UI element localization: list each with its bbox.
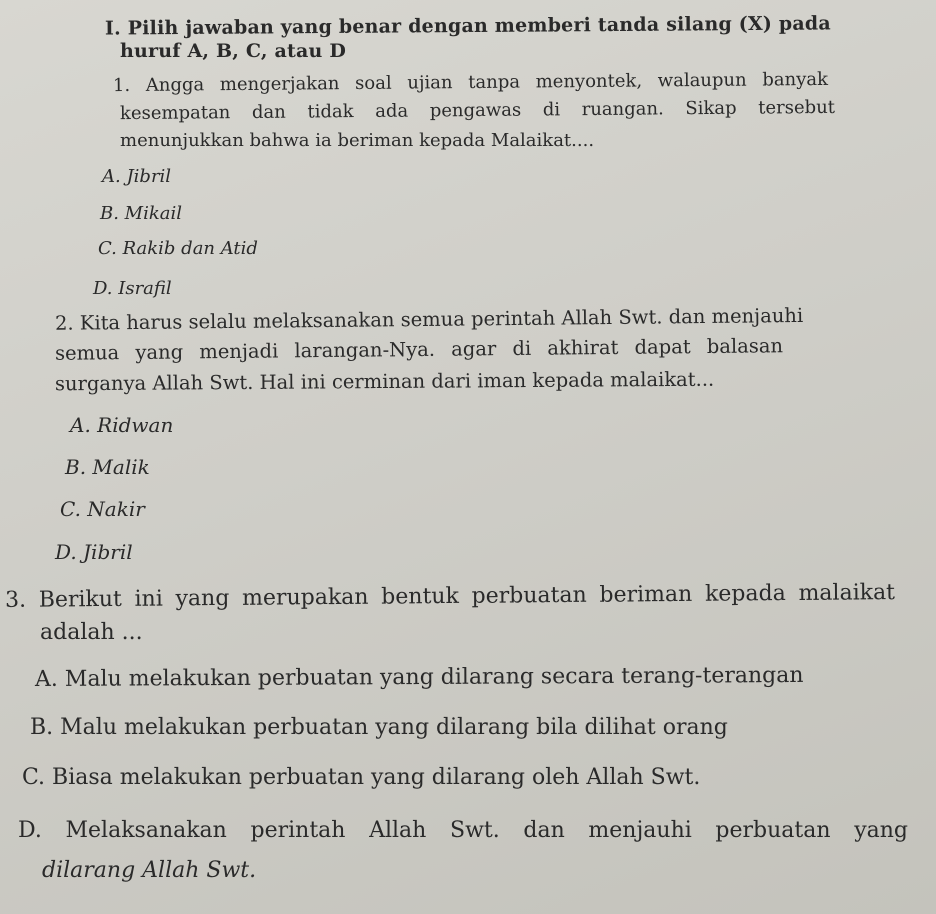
question-2-option-c: C. Nakir [60,497,145,521]
question-2-line-3: surganya Allah Swt. Hal ini cerminan dari iman kepada malaikat... [54,367,715,396]
question-3-option-b: B. Malu melakukan perbuatan yang dilarang bila dilihat orang [30,715,728,740]
question-3-option-a: A. Malu melakukan perbuatan yang dilarang secara terang-terangan [34,662,804,693]
instruction-line-2: huruf A, B, C, atau D [120,40,347,62]
question-3-option-d-continued: dilarang Allah Swt. [42,858,257,883]
question-1-option-c: C. Rakib dan Atid [98,238,258,259]
instruction-line-1: I. Pilih jawaban yang benar dengan memberi tanda silang (X) pada [104,12,831,40]
question-3-option-c: C. Biasa melakukan perbuatan yang dilarang oleh Allah Swt. [22,765,701,790]
question-2-line-2: semua yang menjadi larangan-Nya. agar di akhirat dapat balasan [54,334,784,365]
question-1-option-d: D. Israfil [93,278,172,299]
question-2-option-a: A. Ridwan [70,413,174,437]
question-2-option-b: B. Malik [65,455,150,479]
question-1-option-a: A. Jibril [102,166,172,187]
question-1-line-3: menunjukkan bahwa ia beriman kepada Malaikat.... [120,130,595,151]
question-1-option-b: B. Mikail [100,203,183,224]
question-1-line-2: kesempatan dan tidak ada pengawas di ruangan. Sikap tersebut [119,96,836,125]
question-2-option-d: D. Jibril [55,540,133,564]
question-3-option-d: D. Melaksanakan perintah Allah Swt. dan menjauhi perbuatan yang [18,818,908,843]
question-3-line-1: 3. Berikut ini yang merupakan bentuk perbuatan beriman kepada malaikat [4,580,896,613]
question-1-line-1: 1. Angga mengerjakan soal ujian tanpa menyontek, walaupun banyak [112,68,829,97]
question-3-line-2: adalah ... [40,620,143,645]
question-2-line-1: 2. Kita harus selalu melaksanakan semua perintah Allah Swt. dan menjauhi [54,303,804,335]
